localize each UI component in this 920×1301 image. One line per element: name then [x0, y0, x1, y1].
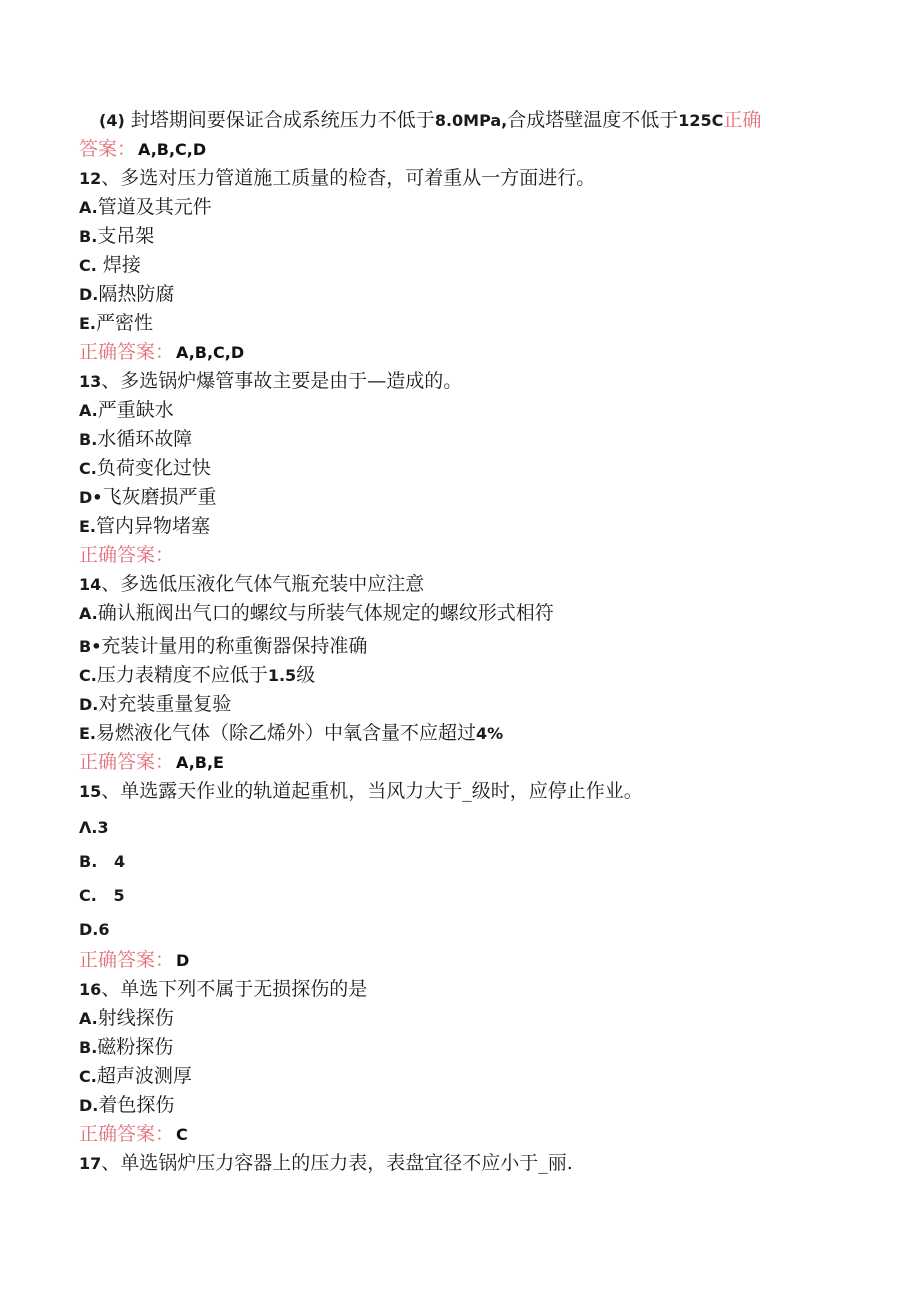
option-text: 隔热防腐	[98, 283, 175, 305]
option-text: 严重缺水	[97, 399, 174, 421]
option-text: 易燃液化气体（除乙烯外）中氧含量不应超过	[96, 722, 477, 744]
option-e	[79, 512, 849, 541]
question-16	[79, 975, 849, 1004]
answer-line	[79, 748, 849, 777]
option-letter: C.	[79, 1067, 97, 1086]
option-letter: B.	[79, 227, 98, 246]
option-text: 射线探伤	[97, 1007, 174, 1029]
option-b	[79, 1033, 849, 1062]
option-letter: B. 4	[79, 852, 126, 871]
intro-text-a: 封塔期间要保证合成系统压力不低于	[124, 109, 435, 131]
option-a	[79, 193, 849, 222]
option-text: 对充装重量复验	[98, 693, 232, 715]
option-text: 着色探伤	[98, 1094, 175, 1116]
option-a	[79, 396, 849, 425]
answer-value: A,B,C,D	[176, 343, 245, 362]
option-a	[79, 810, 849, 844]
question-number: 12	[79, 169, 102, 188]
answer-label: 正确答案：	[79, 1123, 175, 1145]
question-13	[79, 367, 849, 396]
option-letter: B•	[79, 637, 102, 656]
answer-value: D	[176, 951, 190, 970]
question-12	[79, 164, 849, 193]
option-text: 水循环故障	[97, 428, 193, 450]
option-b	[79, 632, 849, 661]
answer-label: 正确答案：	[79, 949, 175, 971]
option-text: 焊接	[96, 254, 141, 276]
answer-label: 正确答案：	[79, 751, 175, 773]
option-tail: 级	[296, 664, 316, 686]
option-letter: E.	[79, 517, 97, 536]
answer-line	[79, 338, 849, 367]
option-letter: E.	[79, 314, 97, 333]
intro-value-b: 125C	[678, 111, 724, 130]
answer-line	[79, 946, 849, 975]
option-letter: D.6	[79, 920, 110, 939]
intro-answer-value: A,B,C,D	[138, 140, 207, 159]
option-text: 充装计量用的称重衡器保持准确	[101, 635, 368, 657]
option-d	[79, 483, 849, 512]
option-d	[79, 690, 849, 719]
option-text: 超声波测厚	[96, 1065, 192, 1087]
question-number: 15	[79, 782, 102, 801]
option-text: 管道及其元件	[97, 196, 212, 218]
intro-text-b: 合成塔壁温度不低于	[507, 109, 679, 131]
question-text: 、单选下列不属于无损探伤的是	[101, 978, 368, 1000]
option-b	[79, 425, 849, 454]
option-letter: C. 5	[79, 886, 125, 905]
answer-line	[79, 1120, 849, 1149]
option-c	[79, 661, 849, 690]
option-e	[79, 309, 849, 338]
answer-value: C	[176, 1125, 188, 1144]
option-letter: D.	[79, 285, 99, 304]
option-c	[79, 878, 849, 912]
answer-line	[79, 541, 849, 570]
question-number: 13	[79, 372, 102, 391]
option-e	[79, 719, 849, 748]
question-number: 14	[79, 575, 102, 594]
option-a	[79, 1004, 849, 1033]
option-letter: D.	[79, 695, 99, 714]
option-letter: A.	[79, 1009, 98, 1028]
intro-answer-label-part1: 正确	[723, 109, 762, 131]
question-15	[79, 777, 849, 806]
question-text: 、多选锅炉爆管事故主要是由于—造成的。	[101, 370, 463, 392]
option-c	[79, 454, 849, 483]
option-text: 确认瓶阀出气口的螺纹与所装气体规定的螺纹形式相符	[97, 602, 554, 624]
question-number: 17	[79, 1154, 102, 1173]
question-14	[79, 570, 849, 599]
option-letter: A.	[79, 198, 98, 217]
option-letter: C.	[79, 256, 97, 275]
option-a	[79, 599, 849, 628]
question-text: 、单选露天作业的轨道起重机，当风力大于_级时，应停止作业。	[101, 780, 643, 802]
intro-answer-label-part2: 答案：	[79, 138, 137, 160]
question-17	[79, 1149, 849, 1178]
intro-line	[79, 106, 849, 135]
question-text: 、单选锅炉压力容器上的压力表，表盘宜径不应小于_丽.	[101, 1152, 573, 1174]
option-text: 支吊架	[97, 225, 155, 247]
option-d	[79, 1091, 849, 1120]
answer-label: 正确答案：	[79, 544, 175, 566]
option-letter: A.	[79, 604, 98, 623]
option-c	[79, 251, 849, 280]
document-page	[79, 106, 849, 1178]
option-text: 管内异物堵塞	[96, 515, 211, 537]
option-letter: C.	[79, 459, 97, 478]
option-b	[79, 222, 849, 251]
option-d	[79, 280, 849, 309]
option-b	[79, 844, 849, 878]
question-text: 、多选对压力管道施工质量的检杳，可着重从一方面进行。	[101, 167, 596, 189]
option-letter: A.	[79, 401, 98, 420]
option-text: 负荷变化过快	[96, 457, 211, 479]
option-letter: D.	[79, 1096, 99, 1115]
intro-prefix: (4)	[99, 111, 125, 130]
option-letter: B.	[79, 430, 98, 449]
option-value: 4%	[476, 724, 504, 743]
option-letter: E.	[79, 724, 97, 743]
option-text: 压力表精度不应低于	[96, 664, 268, 686]
option-letter: B.	[79, 1038, 98, 1057]
question-text: 、多选低压液化气体气瓶充装中应注意	[101, 573, 425, 595]
option-c	[79, 1062, 849, 1091]
option-letter: D•	[79, 488, 103, 507]
option-text: 严密性	[96, 312, 154, 334]
option-letter: C.	[79, 666, 97, 685]
intro-answer-line	[79, 135, 849, 164]
option-text: 飞灰磨损严重	[102, 486, 217, 508]
option-value: 1.5	[267, 666, 297, 685]
answer-label: 正确答案：	[79, 341, 175, 363]
option-text: 磁粉探伤	[97, 1036, 174, 1058]
option-d	[79, 912, 849, 946]
answer-value: A,B,E	[176, 753, 224, 772]
intro-value-a: 8.0MPa,	[434, 111, 508, 130]
question-number: 16	[79, 980, 102, 999]
option-letter: Λ.3	[79, 818, 109, 837]
